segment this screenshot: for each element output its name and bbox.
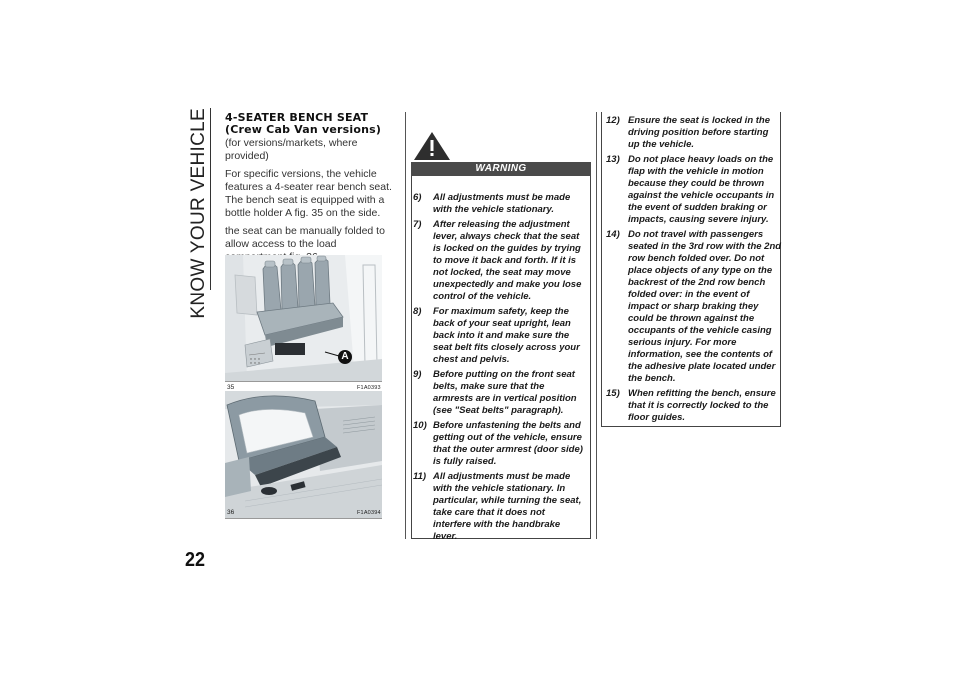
section-title-line1: 4-SEATER BENCH SEAT xyxy=(225,111,369,124)
figure-36-number: 36 xyxy=(227,509,235,516)
chapter-label: KNOW YOUR VEHICLE xyxy=(188,108,209,319)
section-subtitle: (for versions/markets, where provided) xyxy=(225,137,358,162)
section-title xyxy=(225,112,400,136)
figure-caption-rule xyxy=(225,518,382,519)
warning-item: 10) Before unfastening the belts and getting out of the vehicle, ensure that the outer armrest (door side) is fully raised. xyxy=(413,420,583,467)
column-separator xyxy=(596,112,597,539)
section-title-line2: (Crew Cab Van versions) xyxy=(225,123,382,136)
warning-continued-column xyxy=(606,115,782,427)
warning-list xyxy=(413,192,585,543)
warning-item: 9) Before putting on the front seat belts, make sure that the armrests are in vertical position (see "Seat belts" paragraph). xyxy=(413,369,577,416)
warning-item: 15) When refitting the bench, ensure that it is correctly locked to the floor guides. xyxy=(606,388,776,423)
side-divider xyxy=(210,108,211,290)
section-text-column xyxy=(225,112,400,269)
figure-caption-rule xyxy=(225,381,382,382)
folded-bench-illustration xyxy=(225,391,382,518)
figure-35-code: F1A0393 xyxy=(357,385,381,391)
figure-36-code: F1A0394 xyxy=(357,510,381,516)
warning-item: 7) After releasing the adjustment lever, always check that the seat is locked on the guides by trying to move it back and forth. If it is not locked, the seat may move unexpectedly and make you lose control of the vehicle. xyxy=(413,219,582,302)
warning-item: 8) For maximum safety, keep the back of your seat upright, lean back into it and make sure the seat belt fits closely across your chest and pelvis. xyxy=(413,306,580,365)
callout-a-label: A xyxy=(341,351,349,362)
warning-item: 12) Ensure the seat is locked in the driving position before starting up the vehicle. xyxy=(606,115,771,150)
bench-seat-illustration xyxy=(225,255,382,381)
section-paragraph: For specific versions, the vehicle features a 4-seater rear bench seat. The bench seat is equipped with a bottle holder A fig. 35 on the side. xyxy=(225,168,392,219)
warning-item: 6) All adjustments must be made with the vehicle stationary. xyxy=(413,192,571,215)
column-separator xyxy=(405,112,406,539)
section-paragraph: the seat can be manually folded to allow access to the load xyxy=(225,225,385,250)
warning-item: 11) All adjustments must be made with the vehicle stationary. In particular, while turning the seat, take care that it does not interfere with the handbrake lever. xyxy=(413,471,582,542)
warning-triangle-icon xyxy=(412,130,452,162)
figure-36-folded-bench xyxy=(225,391,382,518)
page-number: 22 xyxy=(185,549,206,571)
figure-35-bench-seat xyxy=(225,255,382,381)
warning-item: 13) Do not place heavy loads on the flap with the vehicle in motion because they could be thrown against the vehicle occupants in the event of sudden braking or impacts, causing severe injury. xyxy=(606,154,775,225)
warning-continued-list xyxy=(606,115,782,424)
warning-heading: WARNING xyxy=(411,162,591,176)
warning-list-column xyxy=(413,192,585,546)
figure-35-number: 35 xyxy=(227,384,235,391)
warning-item: 14) Do not travel with passengers seated in the 3rd row with the 2nd row bench folded over. Do not place objects of any type on the backrest of the 2nd row bench folded over: in the event of impact or sharp braking they could be thrown against the occupants of the vehicle casing serious injury. For more information, see the contents of the adhesive plate located under the bench. xyxy=(606,229,782,384)
